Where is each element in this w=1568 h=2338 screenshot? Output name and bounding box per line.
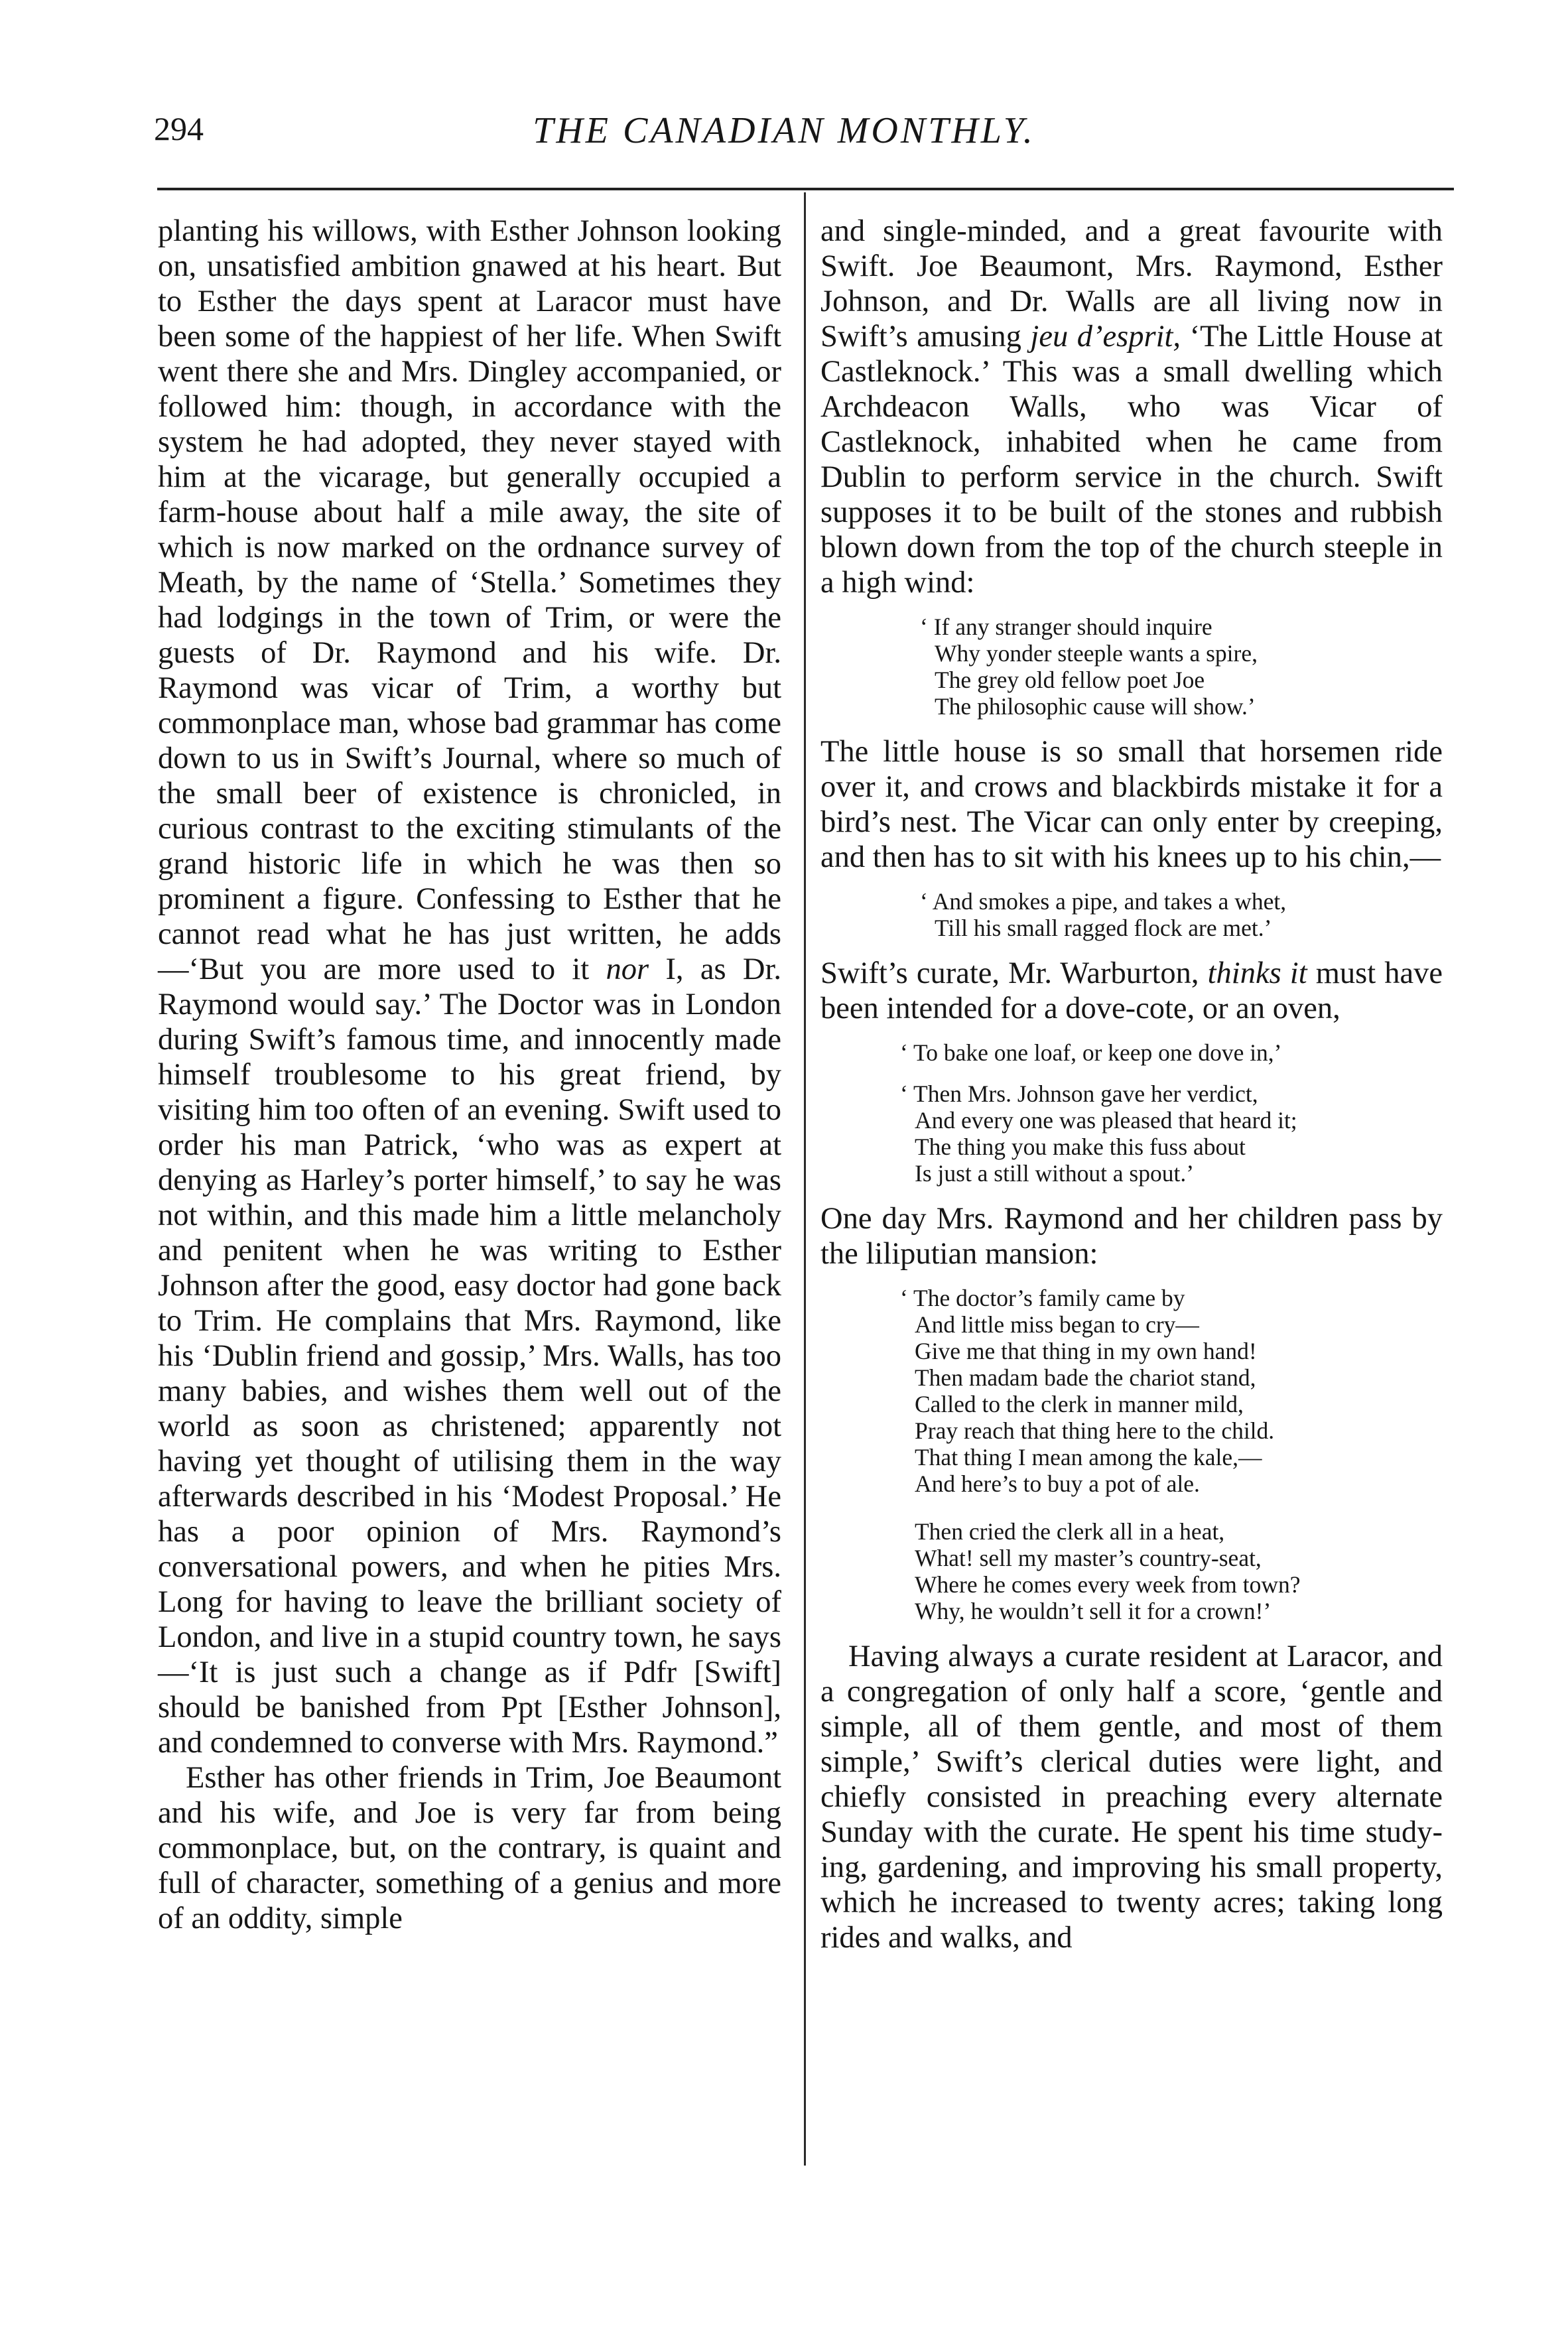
poem-pipe [820,888,1443,941]
right-column [820,214,1443,1955]
page-number: 294 [154,110,204,147]
italic-phrase: jeu d’esprit, [1030,320,1181,354]
paragraph [820,956,1443,1026]
poem-loaf [820,1039,1443,1066]
paragraph-text: must have been intended for a dove-cote, or an oven, [820,956,1443,1025]
stanza-break [900,1497,1443,1518]
poem-line: ‘ The doctor’s family came by [900,1285,1185,1311]
paragraph: Having always a curate resident at Laracor, and a congregation of only half a score, ‘gentle and simple, all of them gentle, and most of them simple,’ Swift’s clerical duties were light, and chiefly consisted in preaching every alternate Sunday with the curate. He spent his time studying, gardening, and improving his small property, which he increased to twenty acres; taking long rides and walks, and [820,1640,1443,1955]
poem-line: Then madam bade the chariot stand, [915,1364,1256,1391]
poem-line: Why, he wouldn’t sell it for a crown!’ [915,1598,1272,1624]
poem-line: The grey old fellow poet Joe [935,667,1205,693]
paragraph [820,214,1443,600]
paragraph: One day Mrs. Raymond and her children pass by the liliputian mansion: [820,1202,1443,1271]
page-header [0,109,1568,156]
poem-doctors-family [820,1285,1443,1624]
poem-line: That thing I mean among the kale,— [915,1444,1262,1470]
poem-line: Till his small ragged flock are met.’ [935,915,1272,941]
poem-line: ‘ And smokes a pipe, and takes a whet, [920,888,1287,915]
poem-line: And here’s to buy a pot of ale. [915,1470,1200,1497]
poem-line: And little miss began to cry— [915,1311,1199,1338]
left-column [158,214,781,1936]
poem-verdict [820,1080,1443,1187]
paragraph: The little house is so small that horsemen ride over it, and crows and blackbirds mistake it for a bird’s nest. The Vicar can only enter by creeping, and then has to sit with his knees up to his chin,— [820,735,1443,874]
column-divider [804,192,806,2166]
poem-line: ‘ If any stranger should inquire [920,614,1212,640]
italic-phrase: thinks it [1207,956,1307,990]
poem-line: Where he comes every week from town? [915,1571,1301,1598]
poem-line: The thing you make this fuss about [915,1134,1246,1160]
paragraph-text: Swift’s curate, Mr. Warburton, [820,956,1199,990]
paragraph: Esther has other friends in Trim, Joe Beaumont and his wife, and Joe is very far from being commonplace, but, on the contrary, is quaint and full of character, something of a genius and more of an oddity, simple [158,1761,781,1935]
poem-line: ‘ To bake one loaf, or keep one dove in,’ [900,1039,1282,1066]
running-title: THE CANADIAN MONTHLY. [533,110,1035,151]
poem-line: The philosophic cause will show.’ [935,693,1256,720]
paragraph-text: I, as Dr. Raymond would say.’ The Doctor was in London during Swift’s famous time, and innocently made himself troublesome to his great friend, by visiting him too often of an evening. Swift used to order his man Patrick, ‘who was as expert at denying as Harley’s porter himself,’ to say he was not within, and this made him a little melancholy and penitent when he was writing to Esther Johnson after the good, easy doctor had gone back to Trim. He complains that Mrs. Raymond, like his ‘Dublin friend and gossip,’ Mrs. Walls, has too many babies, and wishes them well out of the world as soon as christened; apparently not having yet thought of utilising them in the way afterwards described in his ‘Modest Proposal.’ He has a poor opinion of Mrs. Raymond’s conversational powers, and when he pities Mrs. Long for having to leave the brilliant society of London, and live in a stupid country town, he says—‘It is just such a change as if Pdfr [Swift] should be banished from Ppt [Esther Johnson], and condemned to converse with Mrs. Raymond.” [158,952,781,1760]
poem-line: Why yonder steeple wants a spire, [935,640,1258,667]
poem-line: Called to the clerk in manner mild, [915,1391,1244,1417]
poem-steeple [820,614,1443,720]
poem-line: Then cried the clerk all in a heat, [915,1518,1225,1545]
poem-line: Give me that thing in my own hand! [915,1338,1257,1364]
paragraph [158,214,781,1760]
poem-line: And every one was pleased that heard it; [915,1107,1297,1134]
paragraph-text: and single-minded, and a great favourite with Swift. Joe Beaumont, Mrs. Raymond, Esther Johnson, and Dr. Walls are all living now in Swift’s amusing [820,214,1443,354]
poem-line: ‘ Then Mrs. Johnson gave her verdict, [900,1080,1258,1107]
poem-line: Pray reach that thing here to the child. [915,1417,1275,1444]
paragraph-text: ‘The Little House at Castleknock.’ This was a small dwelling which Archdeacon Walls, who was Vicar of Castleknock, inhabited when he came from Dublin to perform service in the church. Swift supposes it to be built of the stones and rubbish blown down from the top of the church steeple in a high wind: [820,320,1443,600]
paragraph-text: planting his willows, with Esther Johnson looking on, unsatisfied ambition gnawed at his heart. But to Esther the days spent at Laracor must have been some of the happiest of her life. When Swift went there she and Mrs. Dingley accompanied, or followed him: though, in accordance with the system he had adopted, they never stayed with him at the vicarage, but generally occupied a farm-house about half a mile away, the site of which is now marked on the ordnance survey of Meath, by the name of ‘Stella.’ Sometimes they had lodgings in the town of Trim, or were the guests of Dr. Raymond and his wife. Dr. Raymond was vicar of Trim, a worthy but commonplace man, whose bad grammar has come down to us in Swift’s Journal, where so much of the small beer of existence is chronicled, in curious contrast to the exciting stimulants of the grand historic life in which he was then so prominent a figure. Confessing to Esther that he cannot read what he has just written, he adds—‘But you are more used to it [158,214,781,986]
header-rule [157,188,1454,190]
poem-line: Is just a still without a spout.’ [915,1160,1195,1187]
italic-word: nor [606,952,649,986]
poem-line: What! sell my master’s country-seat, [915,1545,1262,1571]
